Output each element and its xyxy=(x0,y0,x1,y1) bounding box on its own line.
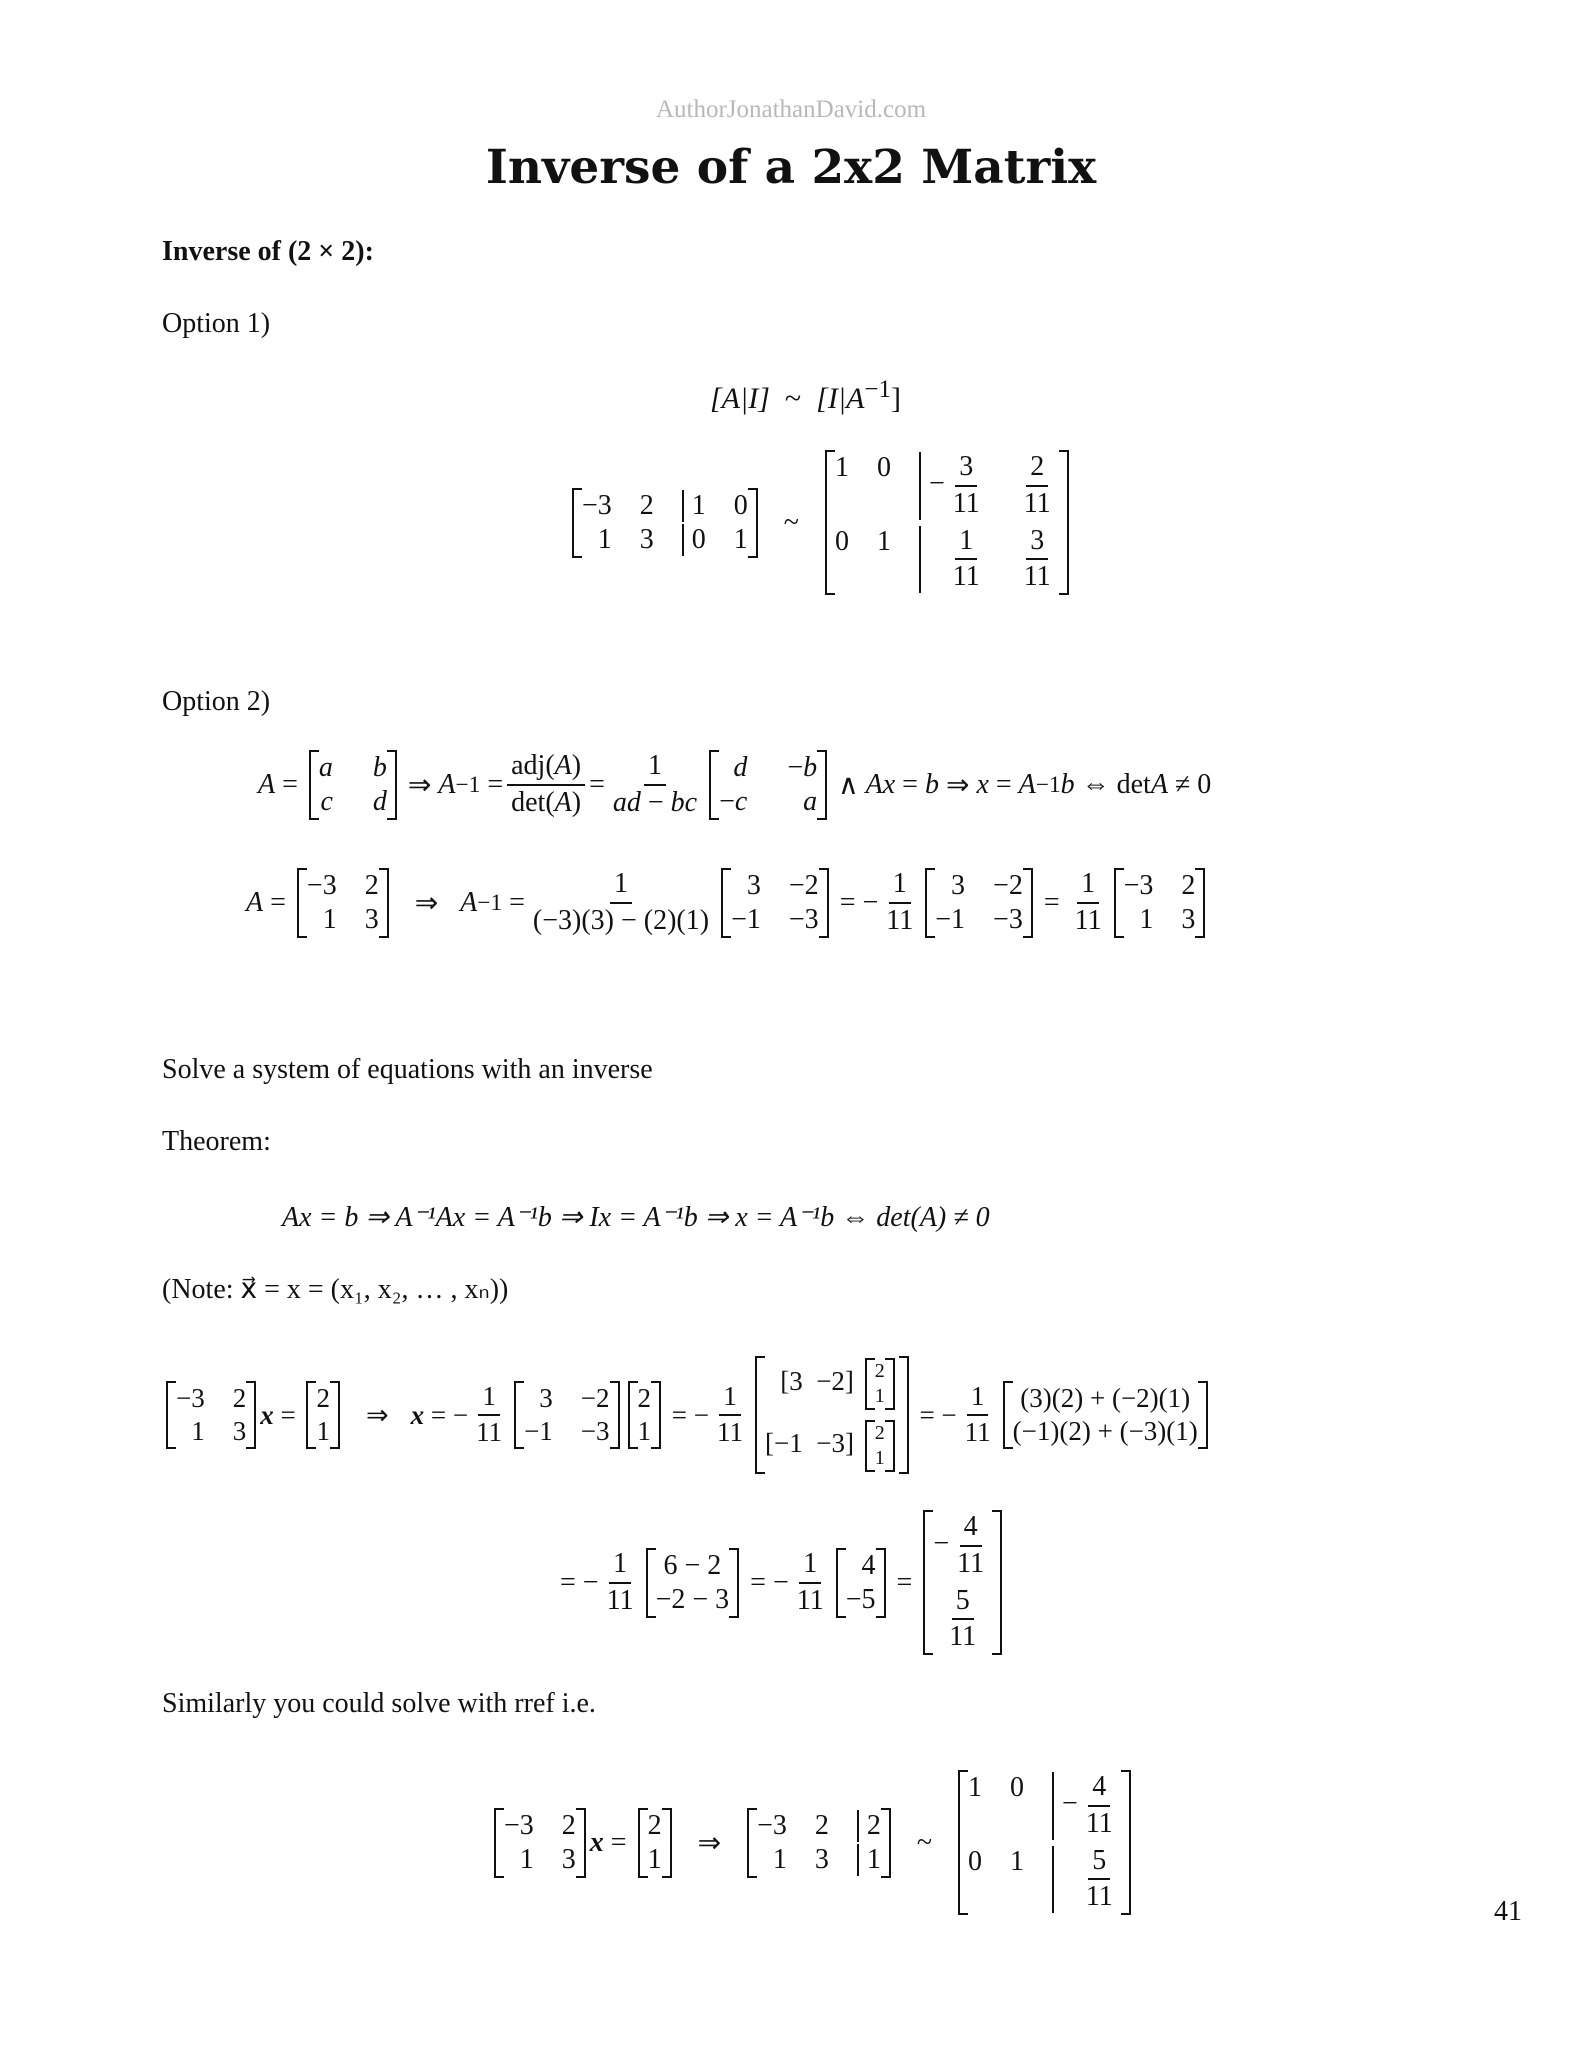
rref-line: −3 2 1 3 x = 2 1 ⇒ −3 2 2 1 3 1 ~ 1 0 − $\frac{4}{11}$ 0 1 $\frac{5}{11}$ xyxy=(490,1770,1135,1915)
option-2-label: Option 2) xyxy=(162,686,271,717)
page-number: 41 xyxy=(1494,1896,1522,1927)
numeric-inverse-example: A = −3 2 1 3 ⇒ A −1 = $\frac{1}{(-3)(3) - (2)(1)}$ 3 −2 −1 −3 = − $\frac{1}{11}$ 3 −2 −1 −3 = $\frac{1}{11}$ −3 2 1 3 xyxy=(246,868,1209,938)
inverse-heading: Inverse of (2 × 2): xyxy=(162,236,374,267)
augmented-matrix: −3 2 1 0 1 3 0 1 xyxy=(572,488,758,558)
theorem-equation xyxy=(282,1200,990,1234)
page-title: Inverse of a 2x2 Matrix xyxy=(485,140,1097,195)
theorem-equation-text: Ax = b ⇒ A⁻¹Ax = A⁻¹b ⇒ Ix = A⁻¹b ⇒ x = A⁻¹b ⇔ det(A) ≠ 0 xyxy=(282,1202,990,1233)
option-1-label: Option 1) xyxy=(162,308,271,339)
system-solve-line: −3 2 1 3 x = 2 1 ⇒ x = − $\frac{1}{11}$ 3 −2 −1 −3 2 1 = − $\frac{1}{11}$ [3 −2] 2 1 [−1 −3] 2 1 = − $\frac{1}{11}$ (3)(2) + (−2)(1) (−1)(2) + (−3)(1) xyxy=(162,1356,1212,1474)
similarly-text: Similarly you could solve with rref i.e. xyxy=(162,1688,596,1719)
system-result-line: = − $\frac{1}{11}$ 6 − 2 −2 − 3 = − $\frac{1}{11}$ 4 −5 = − $\frac{4}{11}$ $\frac{5}{11}$ xyxy=(560,1510,1006,1655)
reduced-augmented-matrix: 1 0 − $\frac{3}{11}$ $\frac{2}{11}$ 0 1 $\frac{1}{11}$ $\frac{3}{11}$ xyxy=(825,450,1069,595)
site-header: AuthorJonathanDavid.com xyxy=(655,96,927,123)
note-text: (Note: x⃗ = x = (x₁, x₂, … , xₙ)) xyxy=(162,1274,509,1305)
general-inverse-formula: A = a b c d ⇒ A −1 = $\frac{\text{adj(A)}}{\det(A)}$ = $\frac{1}{ad - bc}$ d −b −c a ∧ Ax = b ⇒ x = A −1 b ⇔ det A ≠ 0 xyxy=(258,750,1212,818)
solve-heading: Solve a system of equations with an inverse xyxy=(162,1054,653,1085)
augmented-equation xyxy=(710,376,901,416)
option1-row: −3 2 1 0 1 3 0 1 ~ 1 0 − $\frac{3}{11}$ $\frac{2}{11}$ 0 1 $\frac{1}{11}$ $\frac{3}{11}$ xyxy=(568,450,1073,595)
theorem-label: Theorem: xyxy=(162,1126,271,1157)
augmented-equation-text: [A|I] ~ $[I|A^{-1}]$ xyxy=(710,376,902,415)
